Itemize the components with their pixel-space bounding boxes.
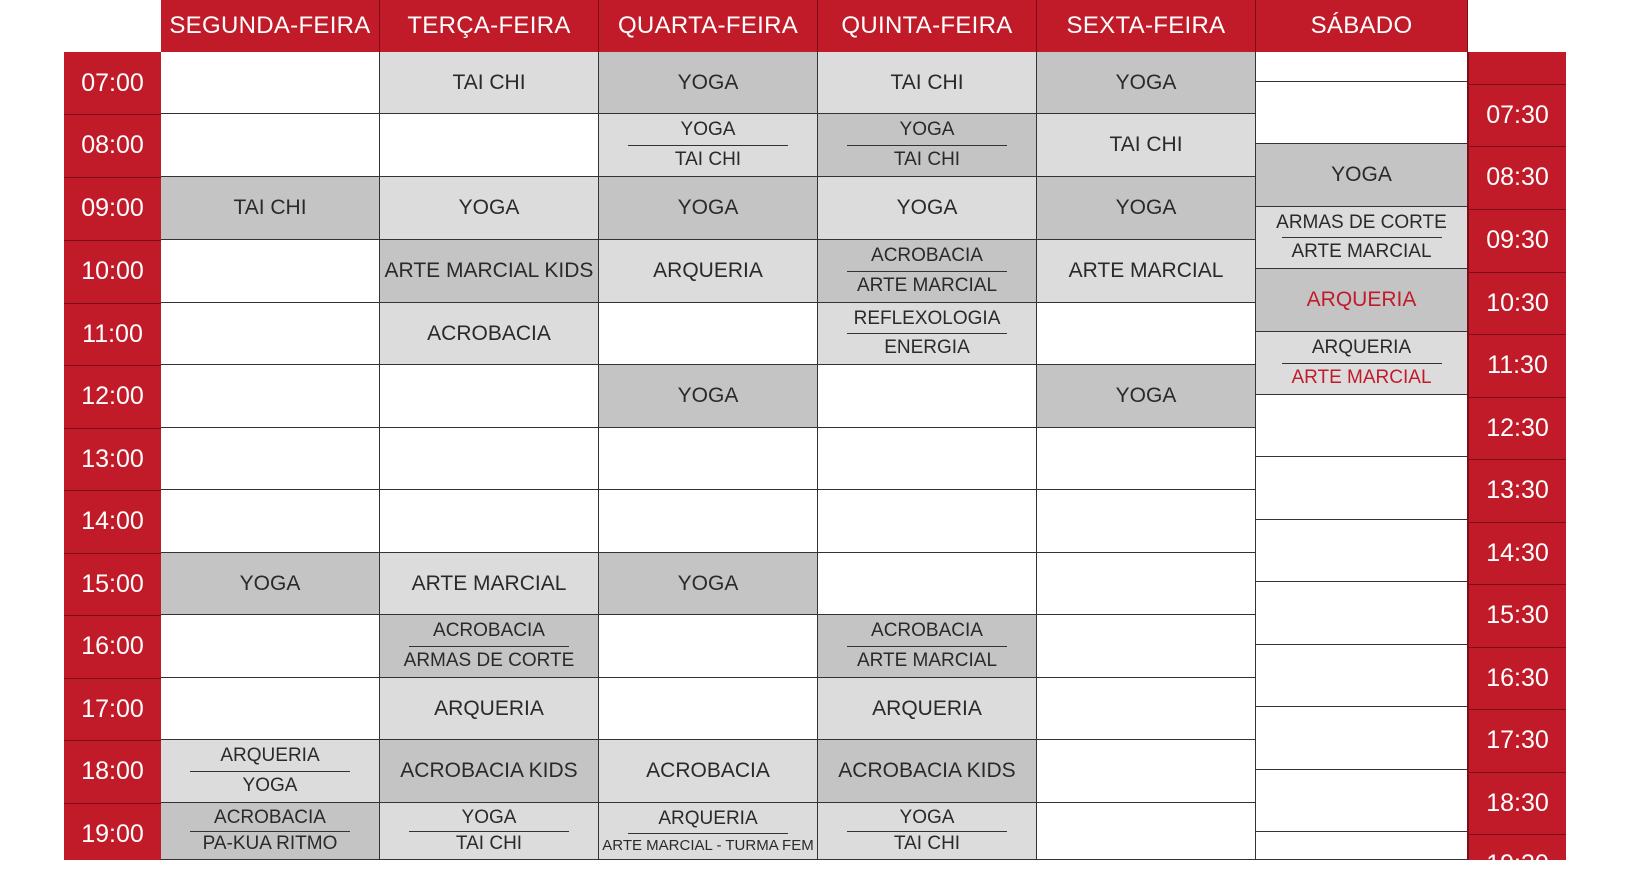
schedule-cell [1037, 678, 1256, 740]
time-label: 16:30 [1486, 663, 1549, 692]
schedule-cell [599, 553, 818, 615]
schedule-cell [818, 615, 1037, 678]
schedule-cell [1037, 490, 1256, 553]
class-name: TAI CHI [893, 148, 961, 170]
class-name: YOGA [461, 806, 517, 828]
divider [1282, 237, 1442, 238]
schedule-cell [1037, 303, 1256, 365]
class-name: ARTE MARCIAL [1291, 366, 1432, 388]
divider [628, 145, 788, 146]
schedule-cell [1256, 52, 1468, 82]
schedule-cell [1256, 269, 1468, 332]
schedule-cell [161, 240, 380, 303]
schedule-cell [380, 52, 599, 114]
divider [1282, 363, 1442, 364]
class-name: YOGA [1115, 384, 1177, 407]
class-name: TAI CHI [455, 833, 523, 855]
schedule-cell [818, 177, 1037, 240]
schedule-cell [599, 240, 818, 303]
class-name: ACROBACIA KIDS [838, 759, 1016, 782]
time-label: 13:00 [81, 444, 144, 473]
class-name: PA-KUA RITMO [202, 833, 338, 855]
schedule-cell [1037, 365, 1256, 428]
time-label: 12:00 [81, 382, 144, 410]
schedule-cell [380, 803, 599, 860]
class-name: ACROBACIA [214, 806, 326, 828]
schedule-cell [1256, 144, 1468, 207]
header-thursday: QUINTA-FEIRA [818, 0, 1037, 52]
class-name: ACROBACIA [427, 321, 551, 345]
time-label: 19:30 [1486, 849, 1549, 878]
class-name: ACROBACIA [433, 620, 545, 642]
time-label: 08:00 [81, 131, 144, 159]
divider [847, 646, 1007, 647]
time-label: 09:30 [1486, 226, 1549, 254]
time-label: 16:00 [81, 632, 144, 660]
divider [847, 271, 1007, 272]
time-label: 07:30 [1486, 100, 1549, 129]
class-name: TAI CHI [452, 70, 526, 94]
schedule-cell [161, 303, 380, 365]
schedule-cell [1037, 553, 1256, 615]
time-label: 17:30 [1486, 726, 1549, 754]
class-name: REFLEXOLOGIA [853, 308, 1001, 329]
schedule-cell [818, 52, 1037, 114]
class-name: YOGA [1115, 70, 1177, 94]
class-name: ARMAS DE CORTE [1276, 212, 1447, 233]
schedule-cell [161, 428, 380, 490]
class-name: YOGA [1115, 196, 1177, 219]
schedule-cell [599, 428, 818, 490]
class-name: TAI CHI [1109, 133, 1183, 156]
schedule-cell [161, 615, 380, 678]
schedule-cell [380, 615, 599, 678]
schedule-cell [1256, 645, 1468, 707]
class-name: YOGA [677, 196, 739, 219]
header-tuesday: TERÇA-FEIRA [380, 0, 599, 52]
class-name: ARQUERIA [658, 808, 758, 829]
class-name: YOGA [242, 774, 298, 796]
schedule-cell [599, 365, 818, 428]
divider [847, 333, 1007, 334]
schedule-cell [1037, 52, 1256, 114]
schedule-cell [161, 365, 380, 428]
schedule-cell [161, 678, 380, 740]
schedule-cell [380, 365, 599, 428]
class-name: ARTE MARCIAL [856, 274, 998, 296]
class-name: YOGA [239, 571, 301, 595]
schedule-cell [1256, 332, 1468, 395]
time-label: 19:00 [81, 820, 144, 848]
schedule-cell [599, 490, 818, 553]
schedule-cell [161, 803, 380, 860]
schedule-cell [818, 490, 1037, 553]
schedule-cell [599, 803, 818, 860]
time-label: 18:30 [1486, 788, 1549, 817]
class-name: ARTE MARCIAL [1291, 241, 1432, 262]
class-name: ACROBACIA [871, 620, 983, 642]
class-name: ENERGIA [884, 337, 970, 358]
divider [409, 831, 569, 832]
divider [190, 831, 350, 832]
schedule-cell [380, 303, 599, 365]
schedule-cell [380, 490, 599, 553]
class-name: YOGA [677, 571, 739, 595]
schedule-cell [161, 553, 380, 615]
schedule-cell [599, 678, 818, 740]
class-name: TAI CHI [674, 148, 742, 170]
schedule-cell [818, 240, 1037, 303]
schedule-cell [818, 365, 1037, 428]
class-name: ARQUERIA [1306, 288, 1417, 311]
class-name: ACROBACIA KIDS [400, 759, 578, 782]
left-time-column [64, 52, 162, 860]
schedule-cell [1037, 114, 1256, 177]
schedule-cell [1256, 582, 1468, 645]
time-label: 09:00 [81, 194, 144, 222]
class-name: TAI CHI [233, 196, 307, 219]
header-friday: SEXTA-FEIRA [1037, 0, 1256, 52]
class-name: ACROBACIA [871, 245, 983, 267]
time-label: 10:30 [1486, 288, 1549, 317]
class-name: ARTE MARCIAL [411, 571, 567, 595]
schedule-cell [599, 740, 818, 803]
schedule-cell [1037, 615, 1256, 678]
divider [847, 831, 1007, 832]
schedule-cell [380, 240, 599, 303]
class-name: ARTE MARCIAL KIDS [384, 259, 594, 282]
time-label: 08:30 [1486, 163, 1549, 191]
class-name: ARTE MARCIAL [1068, 259, 1224, 282]
schedule-cell [1256, 457, 1468, 520]
schedule-cell [380, 740, 599, 803]
class-name: ARQUERIA [434, 696, 544, 720]
schedule-cell [380, 428, 599, 490]
class-name: YOGA [899, 119, 955, 141]
schedule-cell [1256, 395, 1468, 457]
schedule-cell [1256, 82, 1468, 144]
header-wednesday: QUARTA-FEIRA [599, 0, 818, 52]
divider [628, 833, 788, 834]
schedule-cell [599, 177, 818, 240]
schedule-cell [161, 740, 380, 803]
time-label: 15:30 [1486, 601, 1549, 629]
schedule-cell [599, 303, 818, 365]
class-name: TAI CHI [890, 70, 964, 94]
class-name: ARQUERIA [653, 259, 763, 282]
time-label: 14:00 [81, 507, 144, 535]
right-time-column [1468, 52, 1566, 878]
time-label: 13:30 [1486, 476, 1549, 504]
schedule-cell [1256, 770, 1468, 832]
divider [409, 646, 569, 647]
time-label: 17:00 [81, 694, 144, 723]
time-label: 12:30 [1486, 413, 1549, 442]
time-label: 11:30 [1487, 351, 1548, 379]
class-name: ARMAS DE CORTE [403, 649, 575, 671]
divider [847, 145, 1007, 146]
time-label: 14:30 [1486, 538, 1549, 567]
class-name: ARTE MARCIAL [856, 649, 998, 671]
header-saturday: SÁBADO [1256, 0, 1468, 52]
schedule-cell [818, 740, 1037, 803]
divider [190, 771, 350, 772]
schedule-cell [161, 114, 380, 177]
time-label: 18:00 [81, 757, 144, 785]
class-name: ARQUERIA [1311, 337, 1412, 359]
schedule-cell [1256, 207, 1468, 269]
schedule-cell [818, 553, 1037, 615]
schedule-cell [818, 803, 1037, 860]
schedule-cell [380, 678, 599, 740]
schedule-cell [818, 428, 1037, 490]
class-name: YOGA [680, 119, 736, 141]
schedule-cell [161, 52, 380, 114]
class-name: ACROBACIA [646, 759, 770, 782]
class-name: ARQUERIA [872, 696, 982, 720]
schedule-cell [1256, 520, 1468, 582]
time-label: 11:00 [82, 319, 143, 348]
schedule-cell [1037, 740, 1256, 803]
schedule-cell [161, 490, 380, 553]
schedule-cell [380, 553, 599, 615]
schedule-cell [1037, 803, 1256, 860]
schedule-cell [161, 177, 380, 240]
schedule-cell [599, 615, 818, 678]
time-label: 07:00 [81, 68, 144, 97]
class-name: ARQUERIA [220, 745, 320, 767]
class-name: YOGA [896, 196, 958, 219]
schedule-cell [1256, 707, 1468, 770]
class-name: YOGA [677, 384, 739, 407]
schedule-cell [818, 303, 1037, 365]
schedule-cell [599, 114, 818, 177]
time-label: 15:00 [81, 569, 144, 598]
class-name: TAI CHI [893, 833, 961, 855]
header-monday: SEGUNDA-FEIRA [161, 0, 380, 52]
schedule-cell [818, 114, 1037, 177]
schedule-cell [380, 177, 599, 240]
schedule-cell [1037, 177, 1256, 240]
schedule-cell [818, 678, 1037, 740]
class-name: YOGA [1331, 163, 1392, 186]
class-name: ARTE MARCIAL - TURMA FEM [602, 837, 814, 854]
time-label: 10:00 [81, 257, 144, 285]
class-name: YOGA [899, 806, 955, 828]
schedule-cell [1256, 832, 1468, 860]
schedule-cell [1037, 240, 1256, 303]
schedule-cell [380, 114, 599, 177]
schedule-cell [1037, 428, 1256, 490]
schedule-cell [599, 52, 818, 114]
class-name: YOGA [677, 70, 739, 94]
class-name: YOGA [458, 196, 520, 219]
